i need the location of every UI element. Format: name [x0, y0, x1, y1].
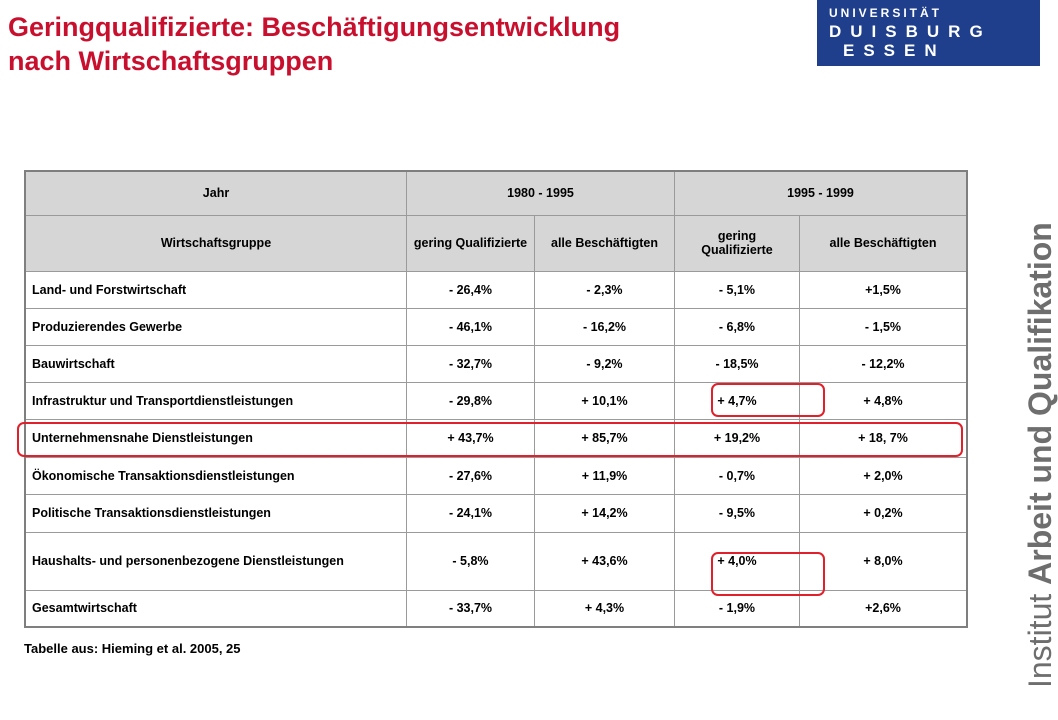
row-label: Bauwirtschaft: [25, 345, 407, 382]
row-value: +1,5%: [800, 271, 968, 308]
row-value: - 16,2%: [535, 308, 675, 345]
row-value: - 1,5%: [800, 308, 968, 345]
row-value: - 32,7%: [407, 345, 535, 382]
table-row: [25, 457, 967, 494]
row-value: + 4,0%: [675, 532, 800, 590]
row-value: - 12,2%: [800, 345, 968, 382]
row-label: Politische Transaktionsdienstleistungen: [25, 494, 407, 532]
source-note: Tabelle aus: Hieming et al. 2005, 25: [24, 641, 241, 656]
row-value: - 33,7%: [407, 590, 535, 627]
title-line-2: nach Wirtschaftsgruppen: [8, 46, 334, 76]
row-label: Infrastruktur und Transportdienstleistungen: [25, 382, 407, 419]
row-value: + 4,3%: [535, 590, 675, 627]
header-gering-1: gering Qualifizierte: [407, 215, 535, 271]
table-body: [25, 271, 967, 627]
row-value: - 6,8%: [675, 308, 800, 345]
row-label: Land- und Forstwirtschaft: [25, 271, 407, 308]
row-value: - 9,5%: [675, 494, 800, 532]
row-value: + 14,2%: [535, 494, 675, 532]
row-label: Unternehmensnahe Dienstleistungen: [25, 419, 407, 457]
table-row: [25, 419, 967, 457]
logo-essen: ESSEN: [843, 41, 946, 60]
logo-universitaet: UNIVERSITÄT: [829, 6, 943, 20]
row-value: - 27,6%: [407, 457, 535, 494]
row-value: - 26,4%: [407, 271, 535, 308]
header-period-1995-1999: 1995 - 1999: [675, 171, 968, 215]
row-value: +2,6%: [800, 590, 968, 627]
row-label: Haushalts- und personenbezogene Dienstleistungen: [25, 532, 407, 590]
row-value: - 9,2%: [535, 345, 675, 382]
table-row: [25, 590, 967, 627]
header-alle-2: alle Beschäftigten: [800, 215, 968, 271]
row-value: - 29,8%: [407, 382, 535, 419]
header-period-1980-1995: 1980 - 1995: [407, 171, 675, 215]
table-row: [25, 308, 967, 345]
table-row: [25, 382, 967, 419]
header-row-years: [25, 171, 967, 215]
header-jahr: Jahr: [25, 171, 407, 215]
title-line-1: Geringqualifizierte: Beschäftigungsentwicklung: [8, 12, 621, 42]
table-row: [25, 271, 967, 308]
row-value: + 4,8%: [800, 382, 968, 419]
row-value: - 1,9%: [675, 590, 800, 627]
row-value: - 2,3%: [535, 271, 675, 308]
table-row: [25, 532, 967, 590]
row-value: - 18,5%: [675, 345, 800, 382]
institute-name-bold: Arbeit und Qualifikation: [1022, 222, 1058, 585]
university-logo: [817, 0, 1040, 66]
header-wirtschaftsgruppe: Wirtschaftsgruppe: [25, 215, 407, 271]
row-value: - 24,1%: [407, 494, 535, 532]
page-title: [8, 10, 808, 78]
header-gering-2: gering Qualifizierte: [675, 215, 800, 271]
row-label: Gesamtwirtschaft: [25, 590, 407, 627]
row-value: - 46,1%: [407, 308, 535, 345]
row-label: Produzierendes Gewerbe: [25, 308, 407, 345]
row-value: + 43,6%: [535, 532, 675, 590]
row-value: + 43,7%: [407, 419, 535, 457]
row-value: + 8,0%: [800, 532, 968, 590]
table-row: [25, 345, 967, 382]
row-value: - 5,8%: [407, 532, 535, 590]
table-row: [25, 494, 967, 532]
row-value: + 19,2%: [675, 419, 800, 457]
row-value: + 11,9%: [535, 457, 675, 494]
row-label: Ökonomische Transaktionsdienstleistungen: [25, 457, 407, 494]
row-value: + 18, 7%: [800, 419, 968, 457]
row-value: + 0,2%: [800, 494, 968, 532]
row-value: + 2,0%: [800, 457, 968, 494]
logo-duisburg: DUISBURG: [829, 22, 992, 41]
employment-table: [24, 170, 968, 628]
header-alle-1: alle Beschäftigten: [535, 215, 675, 271]
row-value: + 85,7%: [535, 419, 675, 457]
row-value: - 5,1%: [675, 271, 800, 308]
institute-name-light: Institut: [1022, 584, 1058, 688]
row-value: - 0,7%: [675, 457, 800, 494]
row-value: + 10,1%: [535, 382, 675, 419]
institute-name: [1022, 222, 1058, 688]
header-row-groups: [25, 215, 967, 271]
row-value: + 4,7%: [675, 382, 800, 419]
